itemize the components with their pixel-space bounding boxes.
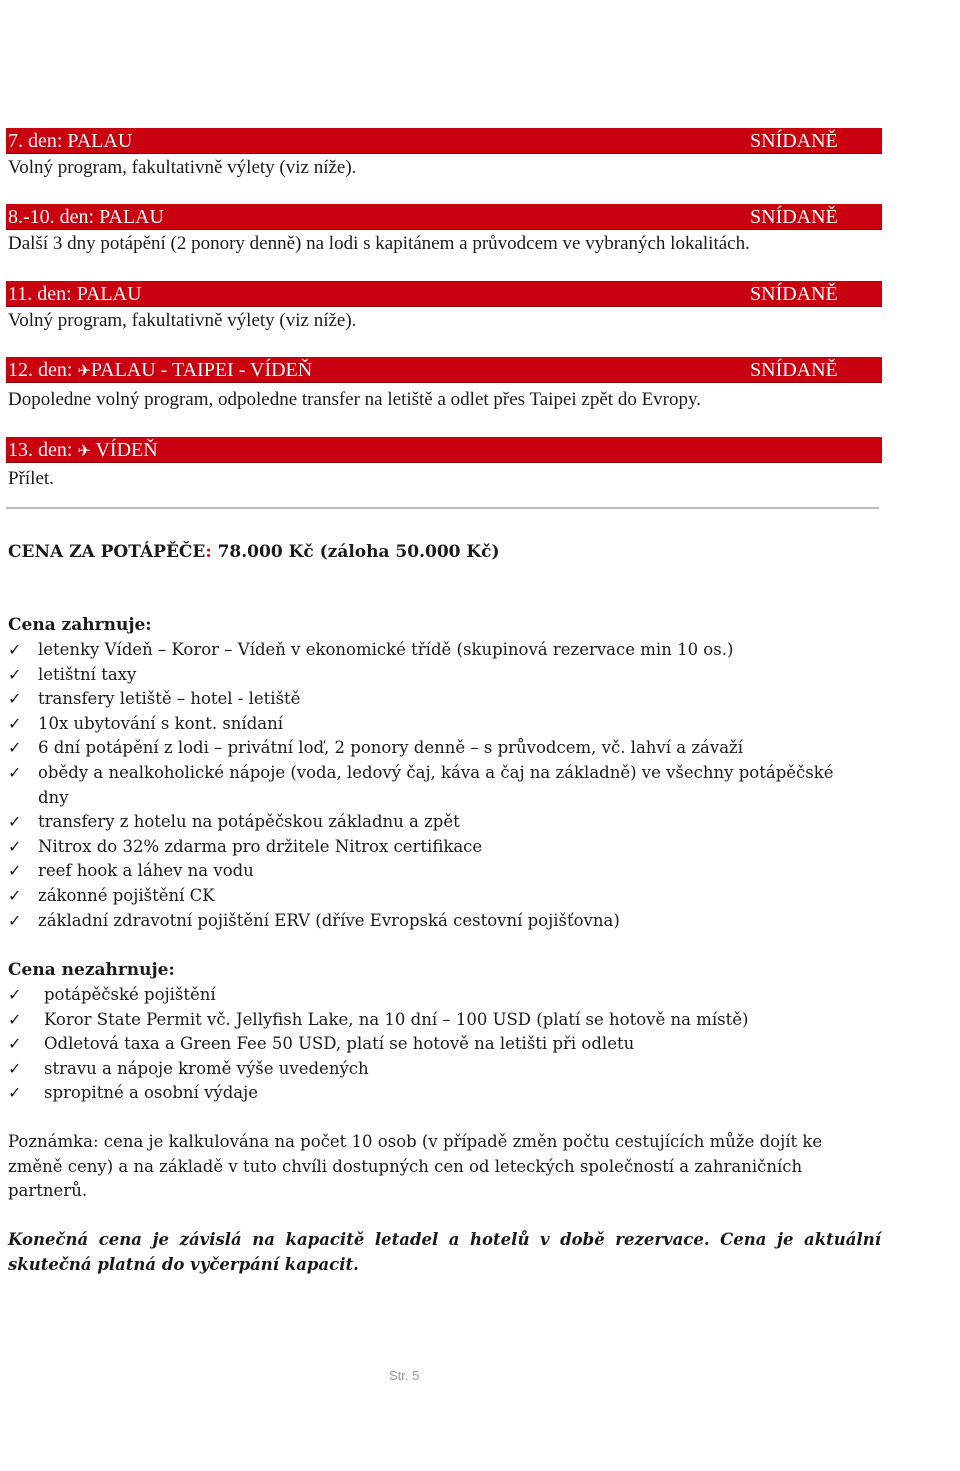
list-item-text: spropitné a osobní výdaje: [44, 1083, 259, 1103]
checkmark-icon: ✓: [8, 836, 22, 856]
list-item-text: letenky Vídeň – Koror – Vídeň v ekonomické třídě (skupinová rezervace min 10 os.): [38, 640, 734, 659]
list-item: [8, 761, 858, 810]
list-item-text: zákonné pojištění CK: [38, 885, 215, 905]
day-7-header: [6, 128, 882, 154]
includes-list: [8, 638, 858, 933]
list-item: [8, 663, 858, 688]
list-item: [8, 1032, 864, 1057]
page-number: Str. 5: [389, 1368, 420, 1383]
day-8-10-text: Další 3 dny potápění (2 ponory denně) na lodi s kapitánem a průvodcem ve vybraných lokalitách.: [8, 233, 750, 254]
day-title-route: PALAU - TAIPEI - VÍDEŇ: [90, 359, 313, 381]
section-divider: [6, 507, 879, 509]
final-note: [8, 1228, 881, 1277]
list-item: [8, 859, 858, 884]
list-item: [8, 1057, 864, 1082]
list-item-text: Nitrox do 32% zdarma pro držitele Nitrox certifikace: [38, 836, 483, 856]
checkmark-icon: ✓: [8, 885, 22, 905]
list-item: [8, 1008, 864, 1033]
checkmark-icon: ✓: [8, 1083, 22, 1103]
price-note: Poznámka: cena je kalkulována na počet 10 osob (v případě změn počtu cestujících může dojít ke změně ceny) a na základě v tuto chvíli dostupných cen od leteckých společností a zahraničních partnerů.: [8, 1132, 823, 1201]
day-title-route: VÍDEŇ: [90, 439, 158, 461]
list-item-text: transfery z hotelu na potápěčskou základnu a zpět: [38, 812, 460, 832]
price-value: 78.000 Kč (záloha 50.000 Kč): [211, 542, 500, 562]
list-item-text: stravu a nápoje kromě výše uvedených: [44, 1058, 369, 1078]
checkmark-icon: ✓: [8, 713, 22, 733]
list-item: [8, 835, 858, 860]
airplane-icon: ✈: [77, 363, 91, 380]
list-item: [8, 638, 858, 663]
final-note-line-1: Konečná cena je závislá na kapacitě letadel a hotelů v době rezervace. Cena je aktuální: [8, 1230, 881, 1249]
list-item: [8, 712, 858, 737]
checkmark-icon: ✓: [8, 910, 22, 930]
day-title: [8, 359, 312, 383]
list-item: [8, 736, 858, 761]
day-title: 11. den: PALAU: [8, 283, 142, 305]
day-13-text: Přílet.: [8, 468, 54, 489]
checkmark-icon: ✓: [8, 985, 22, 1004]
excludes-heading: Cena nezahrnuje:: [8, 960, 175, 980]
day-8-10-header: [6, 204, 882, 230]
list-item-text: 10x ubytování s kont. snídaní: [38, 713, 283, 733]
checkmark-icon: ✓: [8, 1009, 22, 1029]
excludes-list: [8, 983, 864, 1106]
list-item-text: Odletová taxa a Green Fee 50 USD, platí se hotově na letišti při odletu: [44, 1034, 635, 1054]
checkmark-icon: ✓: [8, 738, 22, 758]
day-meal: SNÍDANĚ: [750, 130, 838, 152]
checkmark-icon: ✓: [8, 861, 22, 881]
day-12-header: [6, 357, 882, 383]
list-item-text: potápěčské pojištění: [44, 985, 216, 1004]
list-item-text: reef hook a láhev na vodu: [38, 861, 254, 881]
list-item-text: transfery letiště – hotel - letiště: [38, 689, 301, 709]
list-item: [8, 687, 858, 712]
list-item-text: základní zdravotní pojištění ERV (dříve Evropská cestovní pojišťovna): [38, 910, 620, 930]
day-meal: SNÍDANĚ: [750, 206, 838, 228]
checkmark-icon: ✓: [8, 640, 22, 659]
day-12-text: Dopoledne volný program, odpoledne transfer na letiště a odlet přes Taipei zpět do Evropy.: [8, 389, 702, 410]
list-item-text: letištní taxy: [38, 664, 137, 684]
day-11-header: [6, 281, 882, 307]
day-meal: SNÍDANĚ: [750, 283, 838, 305]
day-title: 8.-10. den: PALAU: [8, 206, 164, 228]
airplane-icon: ✈: [77, 443, 91, 460]
list-item-text: obědy a nealkoholické nápoje (voda, ledový čaj, káva a čaj na základně) ve všechny potápěčské dny: [38, 762, 834, 807]
checkmark-icon: ✓: [8, 1034, 22, 1054]
price-colon: :: [205, 542, 212, 562]
day-meal: SNÍDANĚ: [750, 359, 838, 381]
includes-heading: Cena zahrnuje:: [8, 615, 152, 635]
final-note-line-2: skutečná platná do vyčerpání kapacit.: [8, 1254, 359, 1274]
checkmark-icon: ✓: [8, 689, 22, 709]
list-item-text: Koror State Permit vč. Jellyfish Lake, na 10 dní – 100 USD (platí se hotově na místě): [44, 1009, 749, 1029]
list-item: [8, 884, 858, 909]
day-title-prefix: 13. den:: [8, 439, 78, 461]
day-13-header: [6, 437, 882, 463]
list-item: [8, 909, 858, 934]
day-title-prefix: 12. den:: [8, 359, 78, 381]
checkmark-icon: ✓: [8, 812, 22, 832]
list-item: [8, 810, 858, 835]
list-item: [8, 1081, 864, 1106]
day-11-text: Volný program, fakultativně výlety (viz níže).: [8, 310, 357, 331]
checkmark-icon: ✓: [8, 762, 22, 782]
day-7-text: Volný program, fakultativně výlety (viz níže).: [8, 157, 357, 178]
day-title: [8, 439, 158, 463]
list-item-text: 6 dní potápění z lodi – privátní loď, 2 ponory denně – s průvodcem, vč. lahví a závaží: [38, 738, 744, 758]
checkmark-icon: ✓: [8, 664, 22, 684]
price-label: CENA ZA POTÁPĚČE: [8, 542, 206, 562]
price-line: [8, 540, 500, 564]
checkmark-icon: ✓: [8, 1058, 22, 1078]
list-item: [8, 983, 864, 1008]
day-title: 7. den: PALAU: [8, 130, 133, 152]
